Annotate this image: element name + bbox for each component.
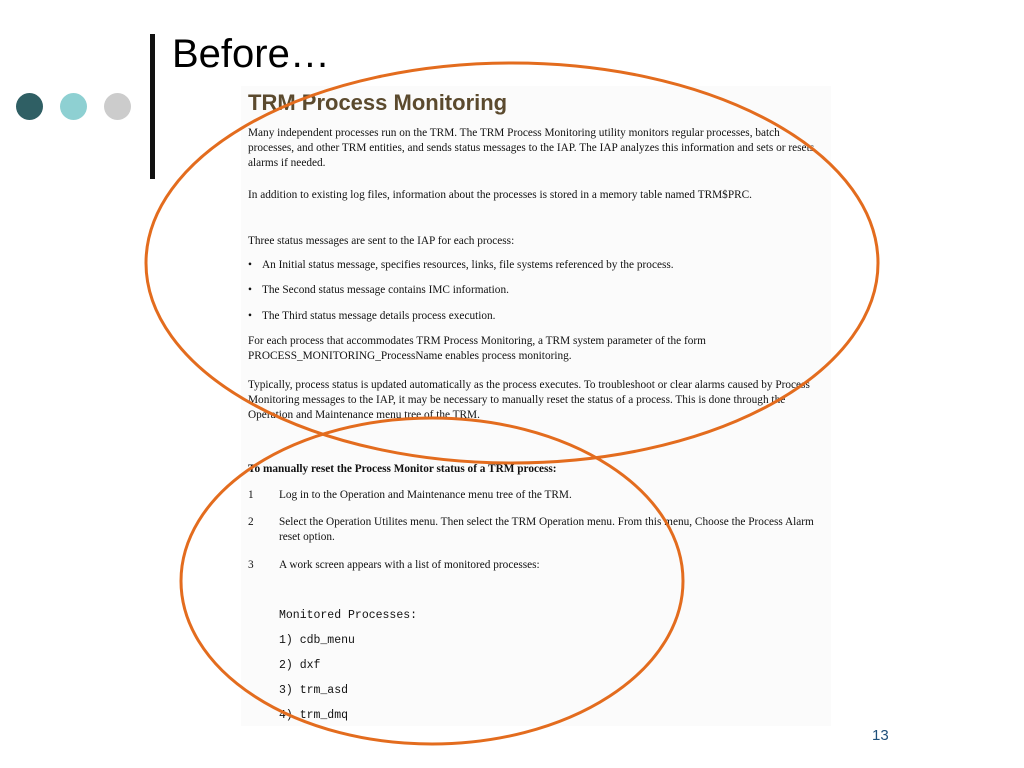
code-line: 4) trm_dmq: [279, 709, 349, 722]
slide-title: Before…: [172, 32, 330, 76]
bullet-text: The Second status message contains IMC information.: [262, 284, 509, 296]
bullet-text: The Third status message details process execution.: [262, 310, 496, 322]
bullet-icon: •: [248, 284, 252, 296]
code-line: 2) dxf: [279, 659, 321, 672]
code-title: Monitored Processes:: [279, 609, 418, 622]
step-text: A work screen appears with a list of monitored processes:: [279, 559, 540, 571]
code-line: 3) trm_asd: [279, 684, 349, 697]
procedure-heading: To manually reset the Process Monitor status of a TRM process:: [248, 463, 557, 475]
document-heading: TRM Process Monitoring: [248, 90, 508, 115]
paragraph: Many independent processes run on the TRM. The TRM Process Monitoring utility monitors regular processes, batch processes, and other TRM entities, and sends status messages to the IAP. The IAP analyzes this information and sets or resets alarms if needed.: [248, 127, 815, 169]
paragraph: For each process that accommodates TRM Process Monitoring, a TRM system parameter of the form PROCESS_MONITORING_ProcessName enables process monitoring.: [248, 335, 706, 362]
code-line: 1) cdb_menu: [279, 634, 355, 647]
title-divider: [150, 34, 155, 179]
paragraph: Typically, process status is updated automatically as the process executes. To troubleshoot or clear alarms caused by Process Monitoring messages to the IAP, it may be necessary to manually reset the status of a process. This is done through the Operation and Maintenance menu tree of the TRM.: [248, 379, 810, 421]
decorative-dots: [16, 93, 136, 121]
dot-gray-icon: [104, 93, 131, 120]
step-text: Log in to the Operation and Maintenance menu tree of the TRM.: [279, 489, 572, 501]
step-text: Select the Operation Utilites menu. Then select the TRM Operation menu. From this menu, Choose the Process Alarm reset option.: [279, 516, 814, 543]
paragraph: Three status messages are sent to the IAP for each process:: [248, 235, 515, 247]
dot-dark-icon: [16, 93, 43, 120]
bullet-icon: •: [248, 310, 252, 322]
bullet-text: An Initial status message, specifies resources, links, file systems referenced by the process.: [262, 259, 674, 271]
step-number: 1: [248, 489, 254, 501]
step-number: 3: [248, 559, 254, 571]
dot-teal-icon: [60, 93, 87, 120]
step-number: 2: [248, 516, 254, 528]
page-number: 13: [872, 727, 889, 744]
bullet-icon: •: [248, 259, 252, 271]
paragraph: In addition to existing log files, information about the processes is stored in a memory table named TRM$PRC.: [248, 189, 752, 201]
